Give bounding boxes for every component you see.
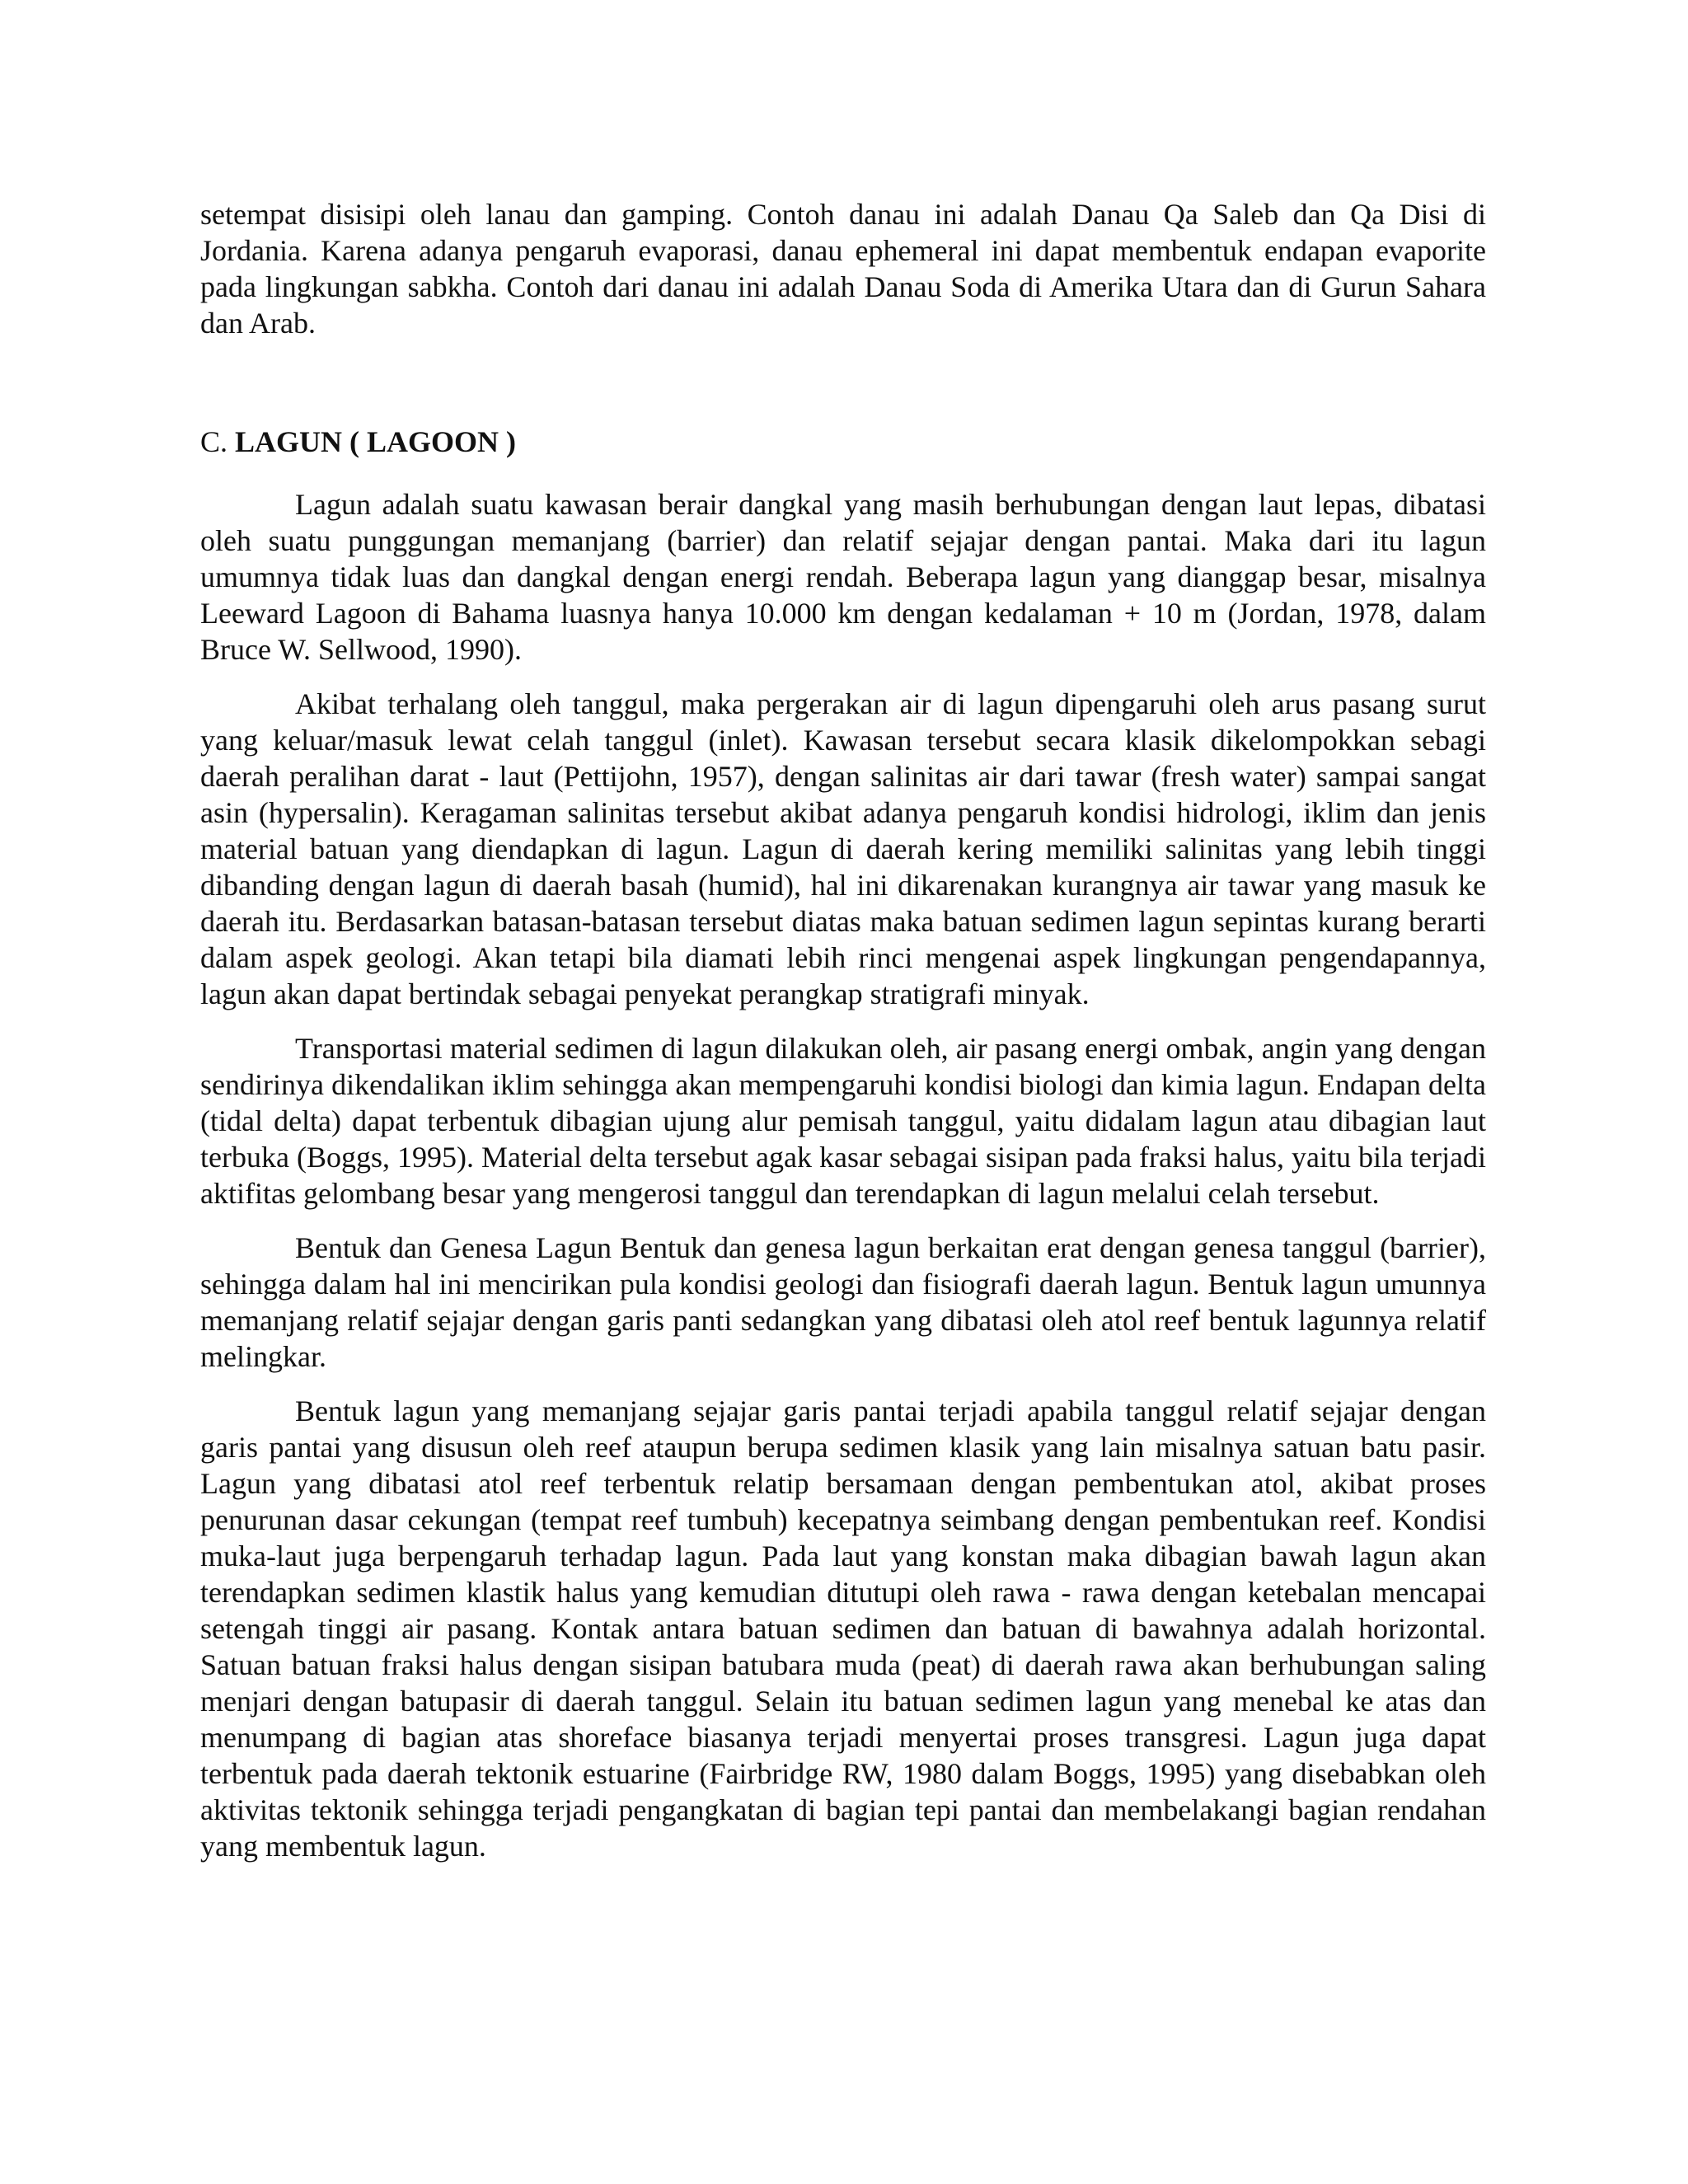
document-page xyxy=(200,196,1486,1864)
intro-paragraph: setempat disisipi oleh lanau dan gamping. Contoh danau ini adalah Danau Qa Saleb dan Qa Disi di Jordania. Karena adanya pengaruh evaporasi, danau ephemeral ini dapat membentuk endapan evaporite pada lingkungan sabkha. Contoh dari danau ini adalah Danau Soda di Amerika Utara dan di Gurun Sahara dan Arab. xyxy=(200,198,1486,340)
section-prefix: C. xyxy=(200,425,228,458)
paragraph-5: Bentuk lagun yang memanjang sejajar garis pantai terjadi apabila tanggul relatif sejajar dengan garis pantai yang disusun oleh reef ataupun berupa sedimen klasik yang lain misalnya satuan batu pasir. Lagun yang dibatasi atol reef terbentuk relatip bersamaan dengan pembentukan atol, akibat proses penurunan dasar cekungan (tempat reef tumbuh) kecepatnya seimbang dengan pembentukan reef. Kondisi muka-laut juga berpengaruh terhadap lagun. Pada laut yang konstan maka dibagian bawah lagun akan terendapkan sedimen klastik halus yang kemudian ditutupi oleh rawa - rawa dengan ketebalan mencapai setengah tinggi air pasang. Kontak antara batuan sedimen dan batuan di bawahnya adalah horizontal. Satuan batuan fraksi halus dengan sisipan batubara muda (peat) di daerah rawa akan berhubungan saling menjari dengan batupasir di daerah tanggul. Selain itu batuan sedimen lagun yang menebal ke atas dan menumpang di bagian atas shoreface biasanya terjadi menyertai proses transgresi. Lagun juga dapat terbentuk pada daerah tektonik estuarine (Fairbridge RW, 1980 dalam Boggs, 1995) yang disebabkan oleh aktivitas tektonik sehingga terjadi pengangkatan di bagian tepi pantai dan membelakangi bagian rendahan yang membentuk lagun. xyxy=(200,1394,1486,1863)
paragraph-3: Transportasi material sedimen di lagun dilakukan oleh, air pasang energi ombak, angin yang dengan sendirinya dikendalikan iklim sehingga akan mempengaruhi kondisi biologi dan kimia lagun. Endapan delta (tidal delta) dapat terbentuk dibagian ujung alur pemisah tanggul, yaitu didalam lagun atau dibagian laut terbuka (Boggs, 1995). Material delta tersebut agak kasar sebagai sisipan pada fraksi halus, yaitu bila terjadi aktifitas gelombang besar yang mengerosi tanggul dan terendapkan di lagun melalui celah tersebut. xyxy=(200,1032,1486,1210)
section-heading xyxy=(200,424,1486,460)
paragraph-4: Bentuk dan Genesa Lagun Bentuk dan genesa lagun berkaitan erat dengan genesa tanggul (barrier), sehingga dalam hal ini mencirikan pula kondisi geologi dan fisiografi daerah lagun. Bentuk lagun umunnya memanjang relatif sejajar dengan garis panti sedangkan yang dibatasi oleh atol reef bentuk lagunnya relatif melingkar. xyxy=(200,1231,1486,1373)
paragraph-2: Akibat terhalang oleh tanggul, maka pergerakan air di lagun dipengaruhi oleh arus pasang surut yang keluar/masuk lewat celah tanggul (inlet). Kawasan tersebut secara klasik dikelompokkan sebagi daerah peralihan darat - laut (Pettijohn, 1957), dengan salinitas air dari tawar (fresh water) sampai sangat asin (hypersalin). Keragaman salinitas tersebut akibat adanya pengaruh kondisi hidrologi, iklim dan jenis material batuan yang diendapkan di lagun. Lagun di daerah kering memiliki salinitas yang lebih tinggi dibanding dengan lagun di daerah basah (humid), hal ini dikarenakan kurangnya air tawar yang masuk ke daerah itu. Berdasarkan batasan-batasan tersebut diatas maka batuan sedimen lagun sepintas kurang berarti dalam aspek geologi. Akan tetapi bila diamati lebih rinci mengenai aspek lingkungan pengendapannya, lagun akan dapat bertindak sebagai penyekat perangkap stratigrafi minyak. xyxy=(200,687,1486,1010)
paragraph-1: Lagun adalah suatu kawasan berair dangkal yang masih berhubungan dengan laut lepas, dibatasi oleh suatu punggungan memanjang (barrier) dan relatif sejajar dengan pantai. Maka dari itu lagun umumnya tidak luas dan dangkal dengan energi rendah. Beberapa lagun yang dianggap besar, misalnya Leeward Lagoon di Bahama luasnya hanya 10.000 km dengan kedalaman + 10 m (Jordan, 1978, dalam Bruce W. Sellwood, 1990). xyxy=(200,488,1486,666)
section-title: LAGUN ( LAGOON ) xyxy=(235,425,517,458)
